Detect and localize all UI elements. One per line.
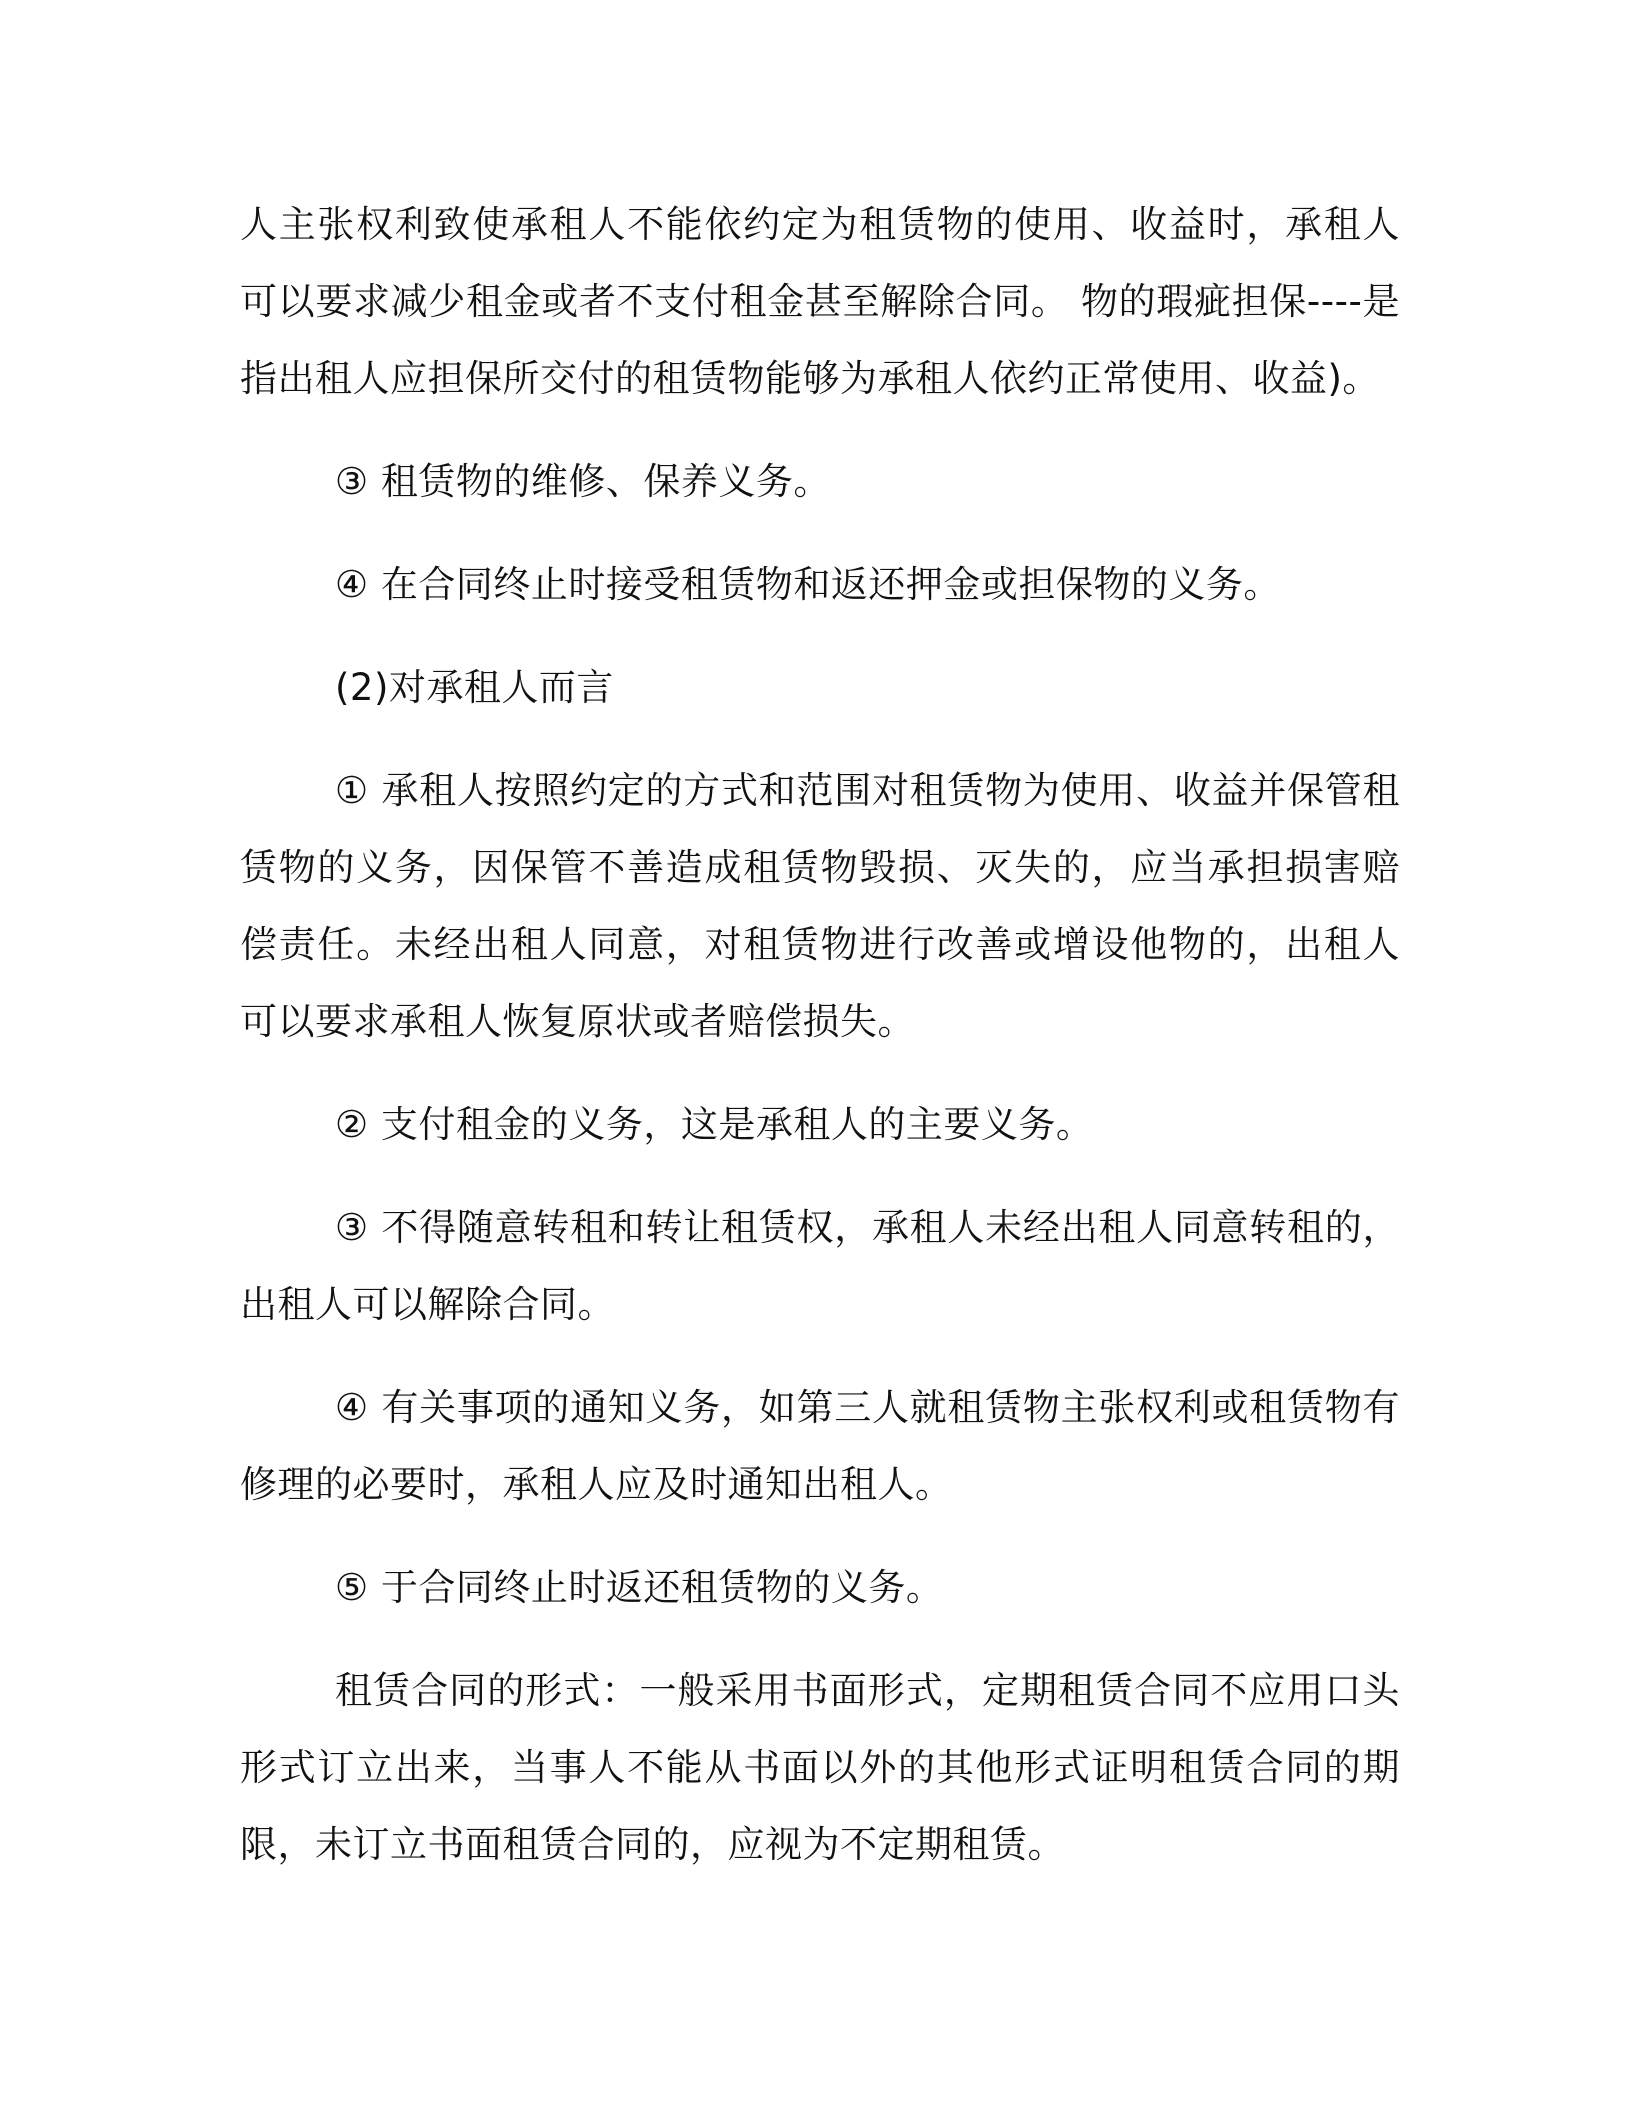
paragraph-lessee-item-4: ④ 有关事项的通知义务，如第三人就租赁物主张权利或租赁物有修理的必要时，承租人应及时通知出租人。 [240,1386,1400,1506]
paragraph-continuation: 人主张权利致使承租人不能依约定为租赁物的使用、收益时，承租人可以要求减少租金或者不支付租金甚至解除合同。 物的瑕疵担保----是指出租人应担保所交付的租赁物能够为承租人依约正常使用、收益)。 [240,203,1400,400]
paragraph-lessee-item-5: ⑤ 于合同终止时返还租赁物的义务。 [335,1566,944,1609]
paragraph-lessee-item-1: ① 承租人按照约定的方式和范围对租赁物为使用、收益并保管租赁物的义务，因保管不善造成租赁物毁损、灭失的，应当承担损害赔偿责任。未经出租人同意，对租赁物进行改善或增设他物的，出租人可以要求承租人恢复原状或者赔偿损失。 [240,769,1400,1043]
paragraph-lessor-item-3: ③ 租赁物的维修、保养义务。 [335,460,831,503]
paragraph-lessee-heading: (2)对承租人而言 [335,666,614,709]
paragraph-lessee-item-3: ③ 不得随意转租和转让租赁权，承租人未经出租人同意转租的，出租人可以解除合同。 [240,1206,1400,1326]
paragraph-lessor-item-4: ④ 在合同终止时接受租赁物和返还押金或担保物的义务。 [335,563,1281,606]
document-body [240,186,1400,1909]
paragraph-contract-form: 租赁合同的形式：一般采用书面形式，定期租赁合同不应用口头形式订立出来，当事人不能从书面以外的其他形式证明租赁合同的期限，未订立书面租赁合同的，应视为不定期租赁。 [240,1669,1400,1866]
paragraph-lessee-item-2: ② 支付租金的义务，这是承租人的主要义务。 [335,1103,1094,1146]
